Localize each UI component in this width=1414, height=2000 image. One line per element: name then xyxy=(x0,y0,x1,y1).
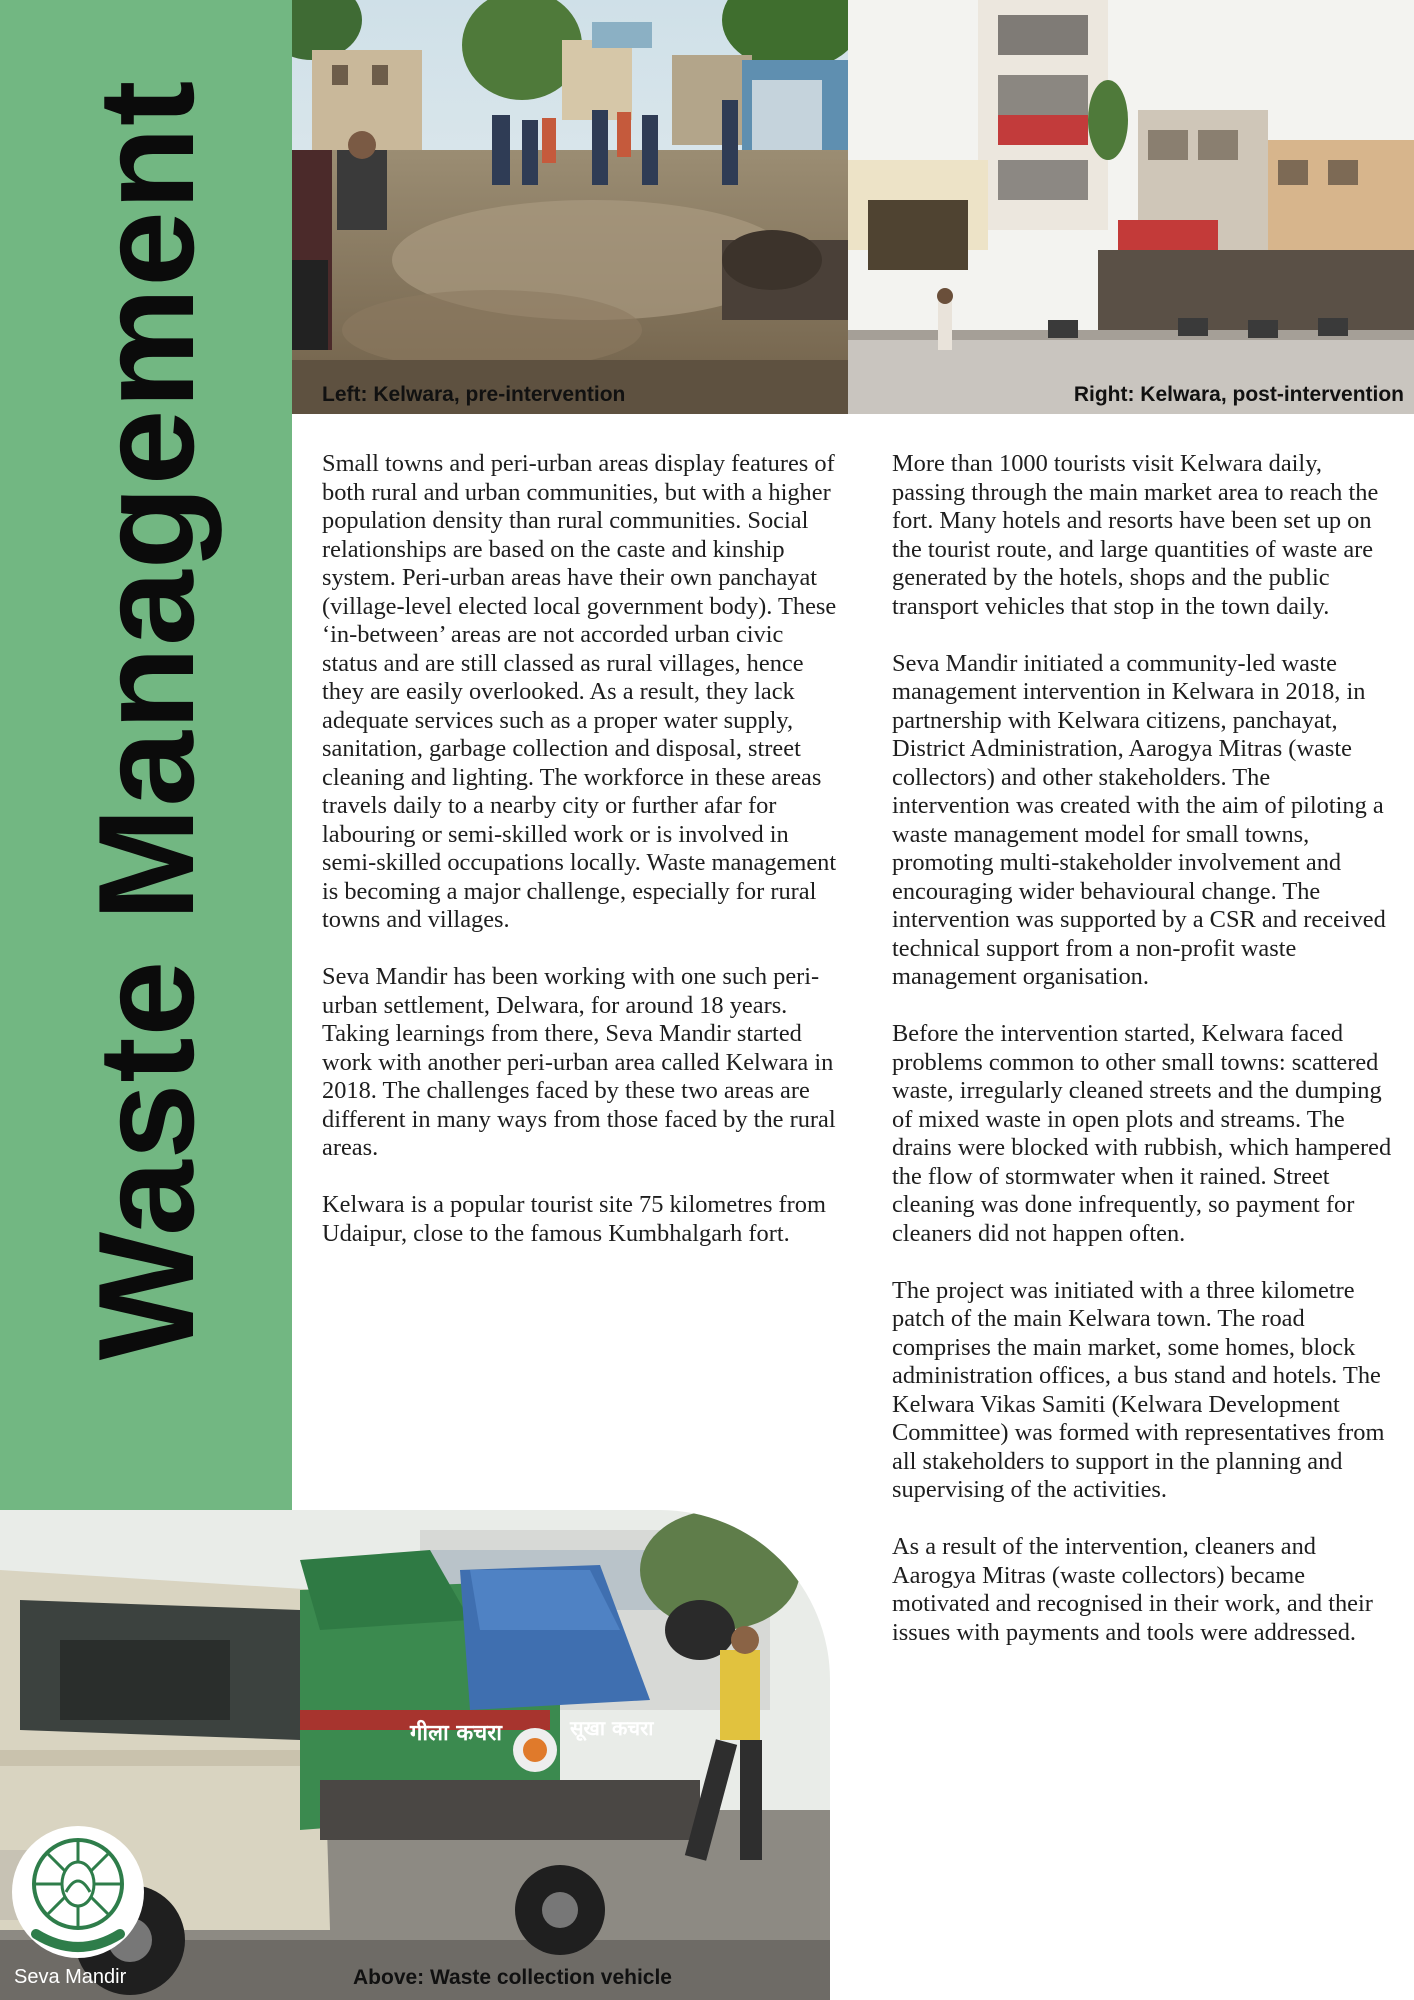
right-text-column xyxy=(892,450,1394,1676)
paragraph: Small towns and peri-urban areas display features of both rural and urban communities, but with a higher population density than rural communities. Social relationships are based on the caste and kinship system. Peri-urban areas have their own panchayat (village-level elected local government body). These ‘in-between’ areas are not accorded urban civic status and are still classed as rural villages, hence they are easily overlooked. As a result, they lack adequate services such as a proper water supply, sanitation, garbage collection and disposal, street cleaning and lighting. The workforce in these areas travels daily to a nearby city or further afar for labouring or semi-skilled work or is involved in semi-skilled occupations locally. Waste management is becoming a major challenge, especially for rural towns and villages. xyxy=(322,450,837,933)
seva-mandir-logo xyxy=(8,1822,148,1962)
paragraph: More than 1000 tourists visit Kelwara daily, passing through the main market area to reach the fort. Many hotels and resorts have been set up on the tourist route, and large quantities of waste are generated by the hotels, shops and the public transport vehicles that stop in the town daily. xyxy=(892,450,1379,620)
paragraph: Kelwara is a popular tourist site 75 kilometres from Udaipur, close to the famous Kumbhalgarh fort. xyxy=(322,1191,826,1247)
logo-org-name: Seva Mandir xyxy=(14,1966,127,1988)
page-title: Waste Management xyxy=(70,79,222,1361)
kelwara-pre-intervention-photo xyxy=(292,0,848,414)
paragraph: Before the intervention started, Kelwara faced problems common to other small towns: scattered waste, irregularly cleaned streets and the dumping of mixed waste in open plots and streams. The drains were blocked with rubbish, which hampered the flow of stormwater when it rained. Street cleaning was done infrequently, so payment for cleaners did not happen often. xyxy=(892,1020,1392,1247)
left-text-column xyxy=(322,450,842,1277)
paragraph: As a result of the intervention, cleaners and Aarogya Mitras (waste collectors) became motivated and recognised in their work, and their issues with payments and tools were addressed. xyxy=(892,1533,1373,1646)
dry-waste-sign: सूखा कचरा xyxy=(570,1716,654,1740)
caption-vehicle: Above: Waste collection vehicle xyxy=(353,1966,672,1989)
wet-waste-sign: गीला कचरा xyxy=(410,1721,502,1746)
paragraph: Seva Mandir initiated a community-led waste management intervention in Kelwara in 2018, in partnership with Kelwara citizens, panchayat, District Administration, Aarogya Mitras (waste collectors) and other stakeholders. The intervention was created with the aim of piloting a waste management model for small towns, promoting multi-stakeholder involvement and encouraging wider behavioural change. The intervention was supported by a CSR and received technical support from a non-profit waste management organisation. xyxy=(892,649,1386,990)
paragraph: Seva Mandir has been working with one such peri-urban settlement, Delwara, for around 18 years. Taking learnings from there, Seva Mandir started work with another peri-urban area called Kelwara in 2018. The challenges faced by these two areas are different in many ways from those faced by the rural areas. xyxy=(322,963,836,1161)
kelwara-post-intervention-photo xyxy=(848,0,1414,414)
caption-post-intervention: Right: Kelwara, post-intervention xyxy=(1073,383,1404,406)
caption-pre-intervention: Left: Kelwara, pre-intervention xyxy=(322,383,626,406)
paragraph: The project was initiated with a three kilometre patch of the main Kelwara town. The road comprises the main market, some homes, block administration offices, a bus stand and hotels. The Kelwara Vikas Samiti (Kelwara Development Committee) was formed with representatives from all stakeholders to support in the planning and supervising of the activities. xyxy=(892,1276,1385,1503)
